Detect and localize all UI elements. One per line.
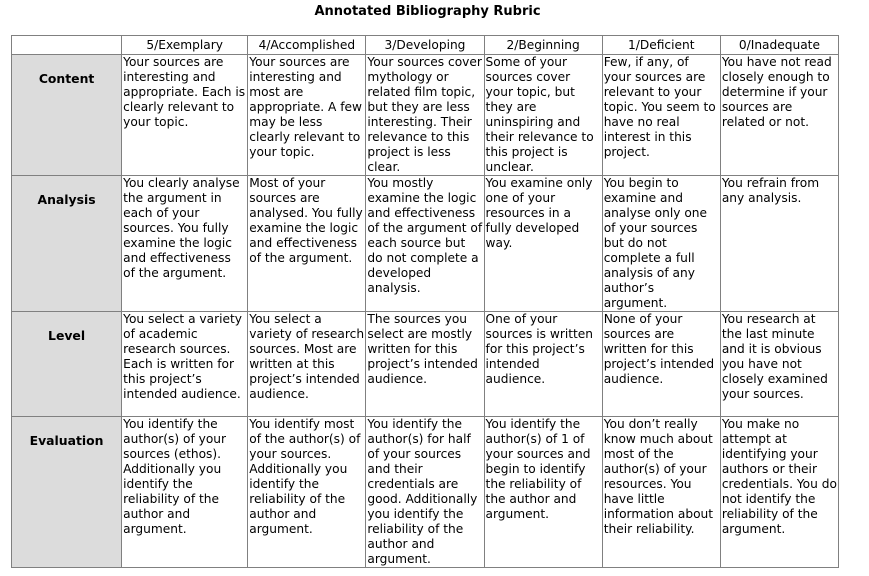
rubric-cell: Some of your sources cover your topic, but they are uninspiring and their relevance to this project is unclear.: [484, 55, 602, 176]
rubric-cell: You have not read closely enough to determine if your sources are related or not.: [720, 55, 838, 176]
rubric-cell: The sources you select are mostly written for this project’s intended audience.: [366, 312, 484, 417]
header-row: [12, 36, 839, 55]
criterion-evaluation: Evaluation: [12, 417, 122, 568]
criterion-analysis: Analysis: [12, 176, 122, 312]
rubric-cell: You refrain from any analysis.: [720, 176, 838, 312]
rubric-cell: Most of your sources are analysed. You fully examine the logic and effectiveness of the argument.: [248, 176, 366, 312]
rubric-cell: You select a variety of research sources. Most are written at this project’s intended audience.: [248, 312, 366, 417]
header-level-3: 3/Developing: [366, 36, 484, 55]
table-row: [12, 312, 839, 417]
rubric-cell: You identify the author(s) for half of your sources and their credentials are good. Additionally you identify the reliability of the author and argument.: [366, 417, 484, 568]
header-corner-cell: [12, 36, 122, 55]
table-row: [12, 176, 839, 312]
header-level-5: 5/Exemplary: [122, 36, 248, 55]
rubric-cell: You select a variety of academic research sources. Each is written for this project’s intended audience.: [122, 312, 248, 417]
rubric-cell: You don’t really know much about most of the author(s) of your resources. You have little information about their reliability.: [602, 417, 720, 568]
rubric-cell: You examine only one of your resources in a fully developed way.: [484, 176, 602, 312]
rubric-cell: Few, if any, of your sources are relevant to your topic. You seem to have no real interest in this project.: [602, 55, 720, 176]
rubric-cell: You identify the author(s) of your sources (ethos). Additionally you identify the reliability of the author and argument.: [122, 417, 248, 568]
rubric-cell: Your sources cover mythology or related film topic, but they are less interesting. Their relevance to this project is less clear.: [366, 55, 484, 176]
rubric-cell: None of your sources are written for this project’s intended audience.: [602, 312, 720, 417]
header-level-4: 4/Accomplished: [248, 36, 366, 55]
rubric-cell: You identify most of the author(s) of your sources. Additionally you identify the reliability of the author and argument.: [248, 417, 366, 568]
rubric-cell: Your sources are interesting and appropriate. Each is clearly relevant to your topic.: [122, 55, 248, 176]
rubric-cell: You clearly analyse the argument in each of your sources. You fully examine the logic and effectiveness of the argument.: [122, 176, 248, 312]
criterion-level: Level: [12, 312, 122, 417]
header-level-0: 0/Inadequate: [720, 36, 838, 55]
table-row: [12, 417, 839, 568]
rubric-cell: You make no attempt at identifying your authors or their credentials. You do not identify the reliability of the argument.: [720, 417, 838, 568]
criterion-content: Content: [12, 55, 122, 176]
rubric-cell: You begin to examine and analyse only one of your sources but do not complete a full analysis of any author’s argument.: [602, 176, 720, 312]
page-title: Annotated Bibliography Rubric: [314, 4, 541, 19]
rubric-table: [11, 35, 839, 568]
rubric-cell: You mostly examine the logic and effectiveness of the argument of each source but do not complete a developed analysis.: [366, 176, 484, 312]
rubric-cell: You identify the author(s) of 1 of your sources and begin to identify the reliability of the author and argument.: [484, 417, 602, 568]
header-level-1: 1/Deficient: [602, 36, 720, 55]
table-row: [12, 55, 839, 176]
header-level-2: 2/Beginning: [484, 36, 602, 55]
rubric-cell: One of your sources is written for this project’s intended audience.: [484, 312, 602, 417]
rubric-cell: You research at the last minute and it is obvious you have not closely examined your sources.: [720, 312, 838, 417]
rubric-cell: Your sources are interesting and most are appropriate. A few may be less clearly relevant to your topic.: [248, 55, 366, 176]
